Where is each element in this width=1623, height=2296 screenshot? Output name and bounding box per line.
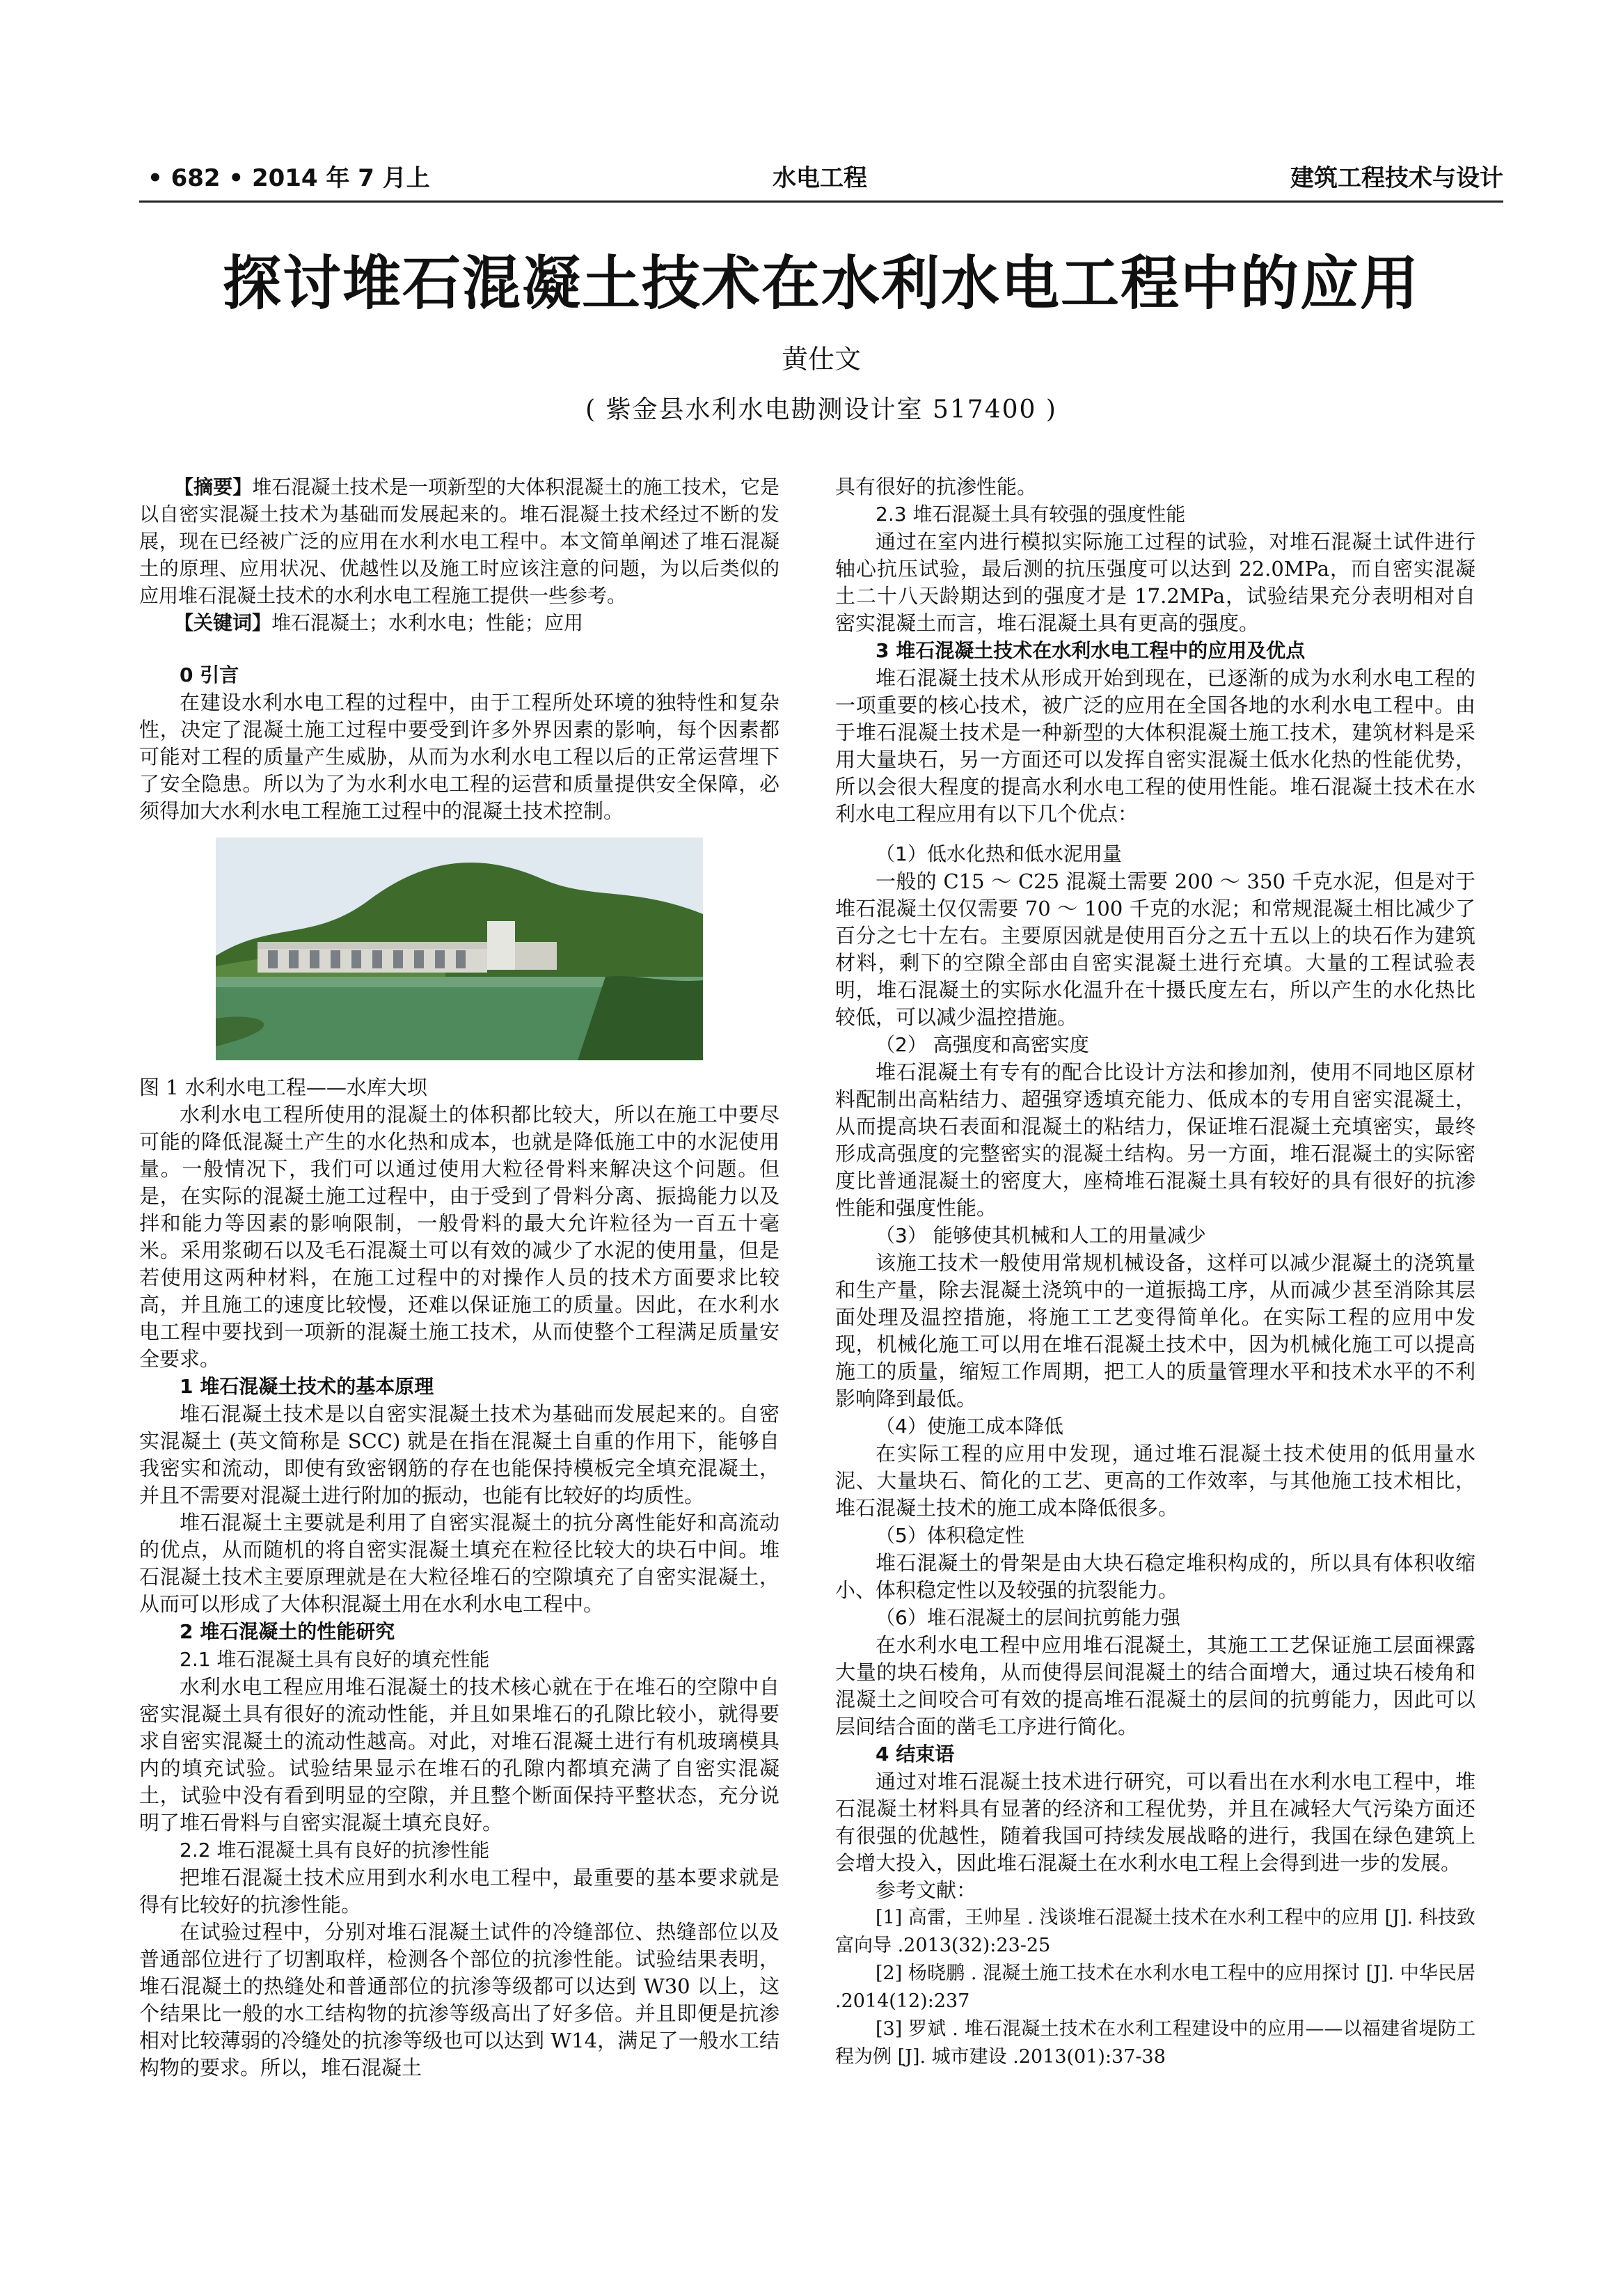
item-6-heading: （6）堆石混凝土的层间抗剪能力强: [876, 1606, 1180, 1629]
figure-1: [139, 838, 779, 1074]
item-3-heading: （3） 能够使其机械和人工的用量减少: [876, 1224, 1206, 1247]
references-label: 参考文献：: [876, 1878, 977, 1902]
right-column: [835, 473, 1475, 2071]
paragraph: 一般的 C15 ～ C25 混凝土需要 200 ～ 350 千克水泥，但是对于堆石混凝土仅仅需要 70 ～ 100 千克的水泥；和常规混凝土相比减少了百分之七十左右。主要原因就是使用百分之五十五以上的块石作为建筑材料，剩下的空隙全部由自密实混凝土进行充填。大量的工程试验表明，堆石混凝土的实际水化温升在十摄氏度左右，所以产生的水化热比较低，可以减少温控措施。: [835, 870, 1475, 1029]
section-2-1-heading: 2.1 堆石混凝土具有良好的填充性能: [180, 1648, 490, 1671]
paragraph: 堆石混凝土技术从形成开始到现在，已逐渐的成为水利水电工程的一项重要的核心技术，被广泛的应用在全国各地的水利水电工程中。由于堆石混凝土技术是一种新型的大体积混凝土施工技术，建筑材料是采用大量块石，另一方面还可以发挥自密实混凝土低水化热的性能优势，所以会很大程度的提高水利水电工程的使用性能。堆石混凝土技术在水利水电工程应用有以下几个优点：: [835, 666, 1475, 826]
abstract: [139, 473, 779, 609]
paragraph: 水利水电工程应用堆石混凝土的技术核心就在于在堆石的空隙中自密实混凝土具有很好的流动性能，并且如果堆石的孔隙比较小，就得要求自密实混凝土的流动性越高。对此，对堆石混凝土进行有机玻璃模具内的填充试验。试验结果显示在堆石的孔隙内都填充满了自密实混凝土，试验中没有看到明显的空隙，并且整个断面保持平整状态，充分说明了堆石骨料与自密实混凝土填充良好。: [139, 1675, 779, 1834]
header-journal: 水电工程: [773, 164, 867, 192]
dam-photo-icon: [216, 838, 703, 1060]
paragraph: 堆石混凝土有专有的配合比设计方法和掺加剂，使用不同地区原材料配制出高粘结力、超强穿透填充能力、低成本的专用自密实混凝土，从而提高块石表面和混凝土的粘结力，保证堆石混凝土充填密实，最终形成高强度的完整密实的混凝土结构。另一方面，堆石混凝土的实际密度比普通混凝土的密度大，座椅堆石混凝土具有较好的具有很好的抗渗性能和强度性能。: [835, 1060, 1475, 1220]
item-4-heading: （4）使施工成本降低: [876, 1415, 1063, 1438]
item-2-heading: （2） 高强度和高密实度: [876, 1033, 1089, 1056]
keywords-label: 【关键词】: [174, 611, 272, 634]
item-1-heading: （1）低水化热和低水泥用量: [876, 842, 1122, 865]
affiliation: ( 紫金县水利水电勘测设计室 517400 ): [585, 395, 1057, 424]
section-2-3-heading: 2.3 堆石混凝土具有较强的强度性能: [876, 503, 1186, 526]
section-0-heading: 0 引言: [180, 663, 239, 686]
article-title: 探讨堆石混凝土技术在水利水电工程中的应用: [222, 249, 1420, 317]
paragraph: 该施工技术一般使用常规机械设备，这样可以减少混凝土的浇筑量和生产量，除去混凝土浇筑中的一道振捣工序，从而减少甚至消除其层面处理及温控措施，将施工工艺变得简单化。在实际工程的应用中发现，机械化施工可以用在堆石混凝土技术中，因为机械化施工可以提高施工的质量，缩短工作周期，把工人的质量管理水平和技术水平的不利影响降到最低。: [835, 1251, 1475, 1410]
keywords: [139, 609, 779, 636]
section-4-heading: 4 结束语: [876, 1743, 955, 1766]
item-5-heading: （5）体积稳定性: [876, 1524, 1024, 1547]
header-page-date: • 682 • 2014 年 7 月上: [148, 164, 430, 192]
paragraph: 堆石混凝土的骨架是由大块石稳定堆积构成的，所以具有体积收缩小、体积稳定性以及较强的抗裂能力。: [835, 1551, 1475, 1602]
running-header: [139, 159, 1503, 200]
paragraph: 通过在室内进行模拟实际施工过程的试验，对堆石混凝土试件进行轴心抗压试验，最后测的抗压强度可以达到 22.0MPa，而自密实混凝土二十八天龄期达到的强度才是 17.2MPa，试验结果充分表明相对自密实混凝土而言，堆石混凝土具有更高的强度。: [835, 530, 1475, 635]
section-1-heading: 1 堆石混凝土技术的基本原理: [180, 1375, 434, 1398]
figure-caption: 图 1 水利水电工程——水库大坝: [139, 1076, 427, 1099]
author: 黄仕文: [781, 344, 861, 375]
reference-item: [2] 杨晓鹏 . 混凝土施工技术在水利水电工程中的应用探讨 [J]. 中华民居 .2014(12):237: [835, 1963, 1475, 2012]
paragraph: 水利水电工程所使用的混凝土的体积都比较大，所以在施工中要尽可能的降低混凝土产生的水化热和成本，也就是降低施工中的水泥使用量。一般情况下，我们可以通过使用大粒径骨料来解决这个问题。但是，在实际的混凝土施工过程中，由于受到了骨料分离、振捣能力以及拌和能力等因素的影响限制，一般骨料的最大允许粒径为一百五十毫米。采用浆砌石以及毛石混凝土可以有效的减少了水泥的使用量，但是若使用这两种材料，在施工过程中的对操作人员的技术方面要求比较高，并且施工的速度比较慢，还难以保证施工的质量。因此，在水利水电工程中要找到一项新的混凝土施工技术，从而使整个工程满足质量安全要求。: [139, 1103, 779, 1371]
reference-item: [1] 高雷，王帅星 . 浅谈堆石混凝土技术在水利工程中的应用 [J]. 科技致富向导 .2013(32):23-25: [835, 1907, 1475, 1956]
paragraph: 堆石混凝土主要就是利用了自密实混凝土的抗分离性能好和高流动的优点，从而随机的将自密实混凝土填充在粒径比较大的块石中间。堆石混凝土技术主要原理就是在大粒径堆石的空隙填充了自密实混凝土，从而可以形成了大体积混凝土用在水利水电工程中。: [139, 1511, 779, 1616]
keywords-text: 堆石混凝土；水利水电；性能；应用: [271, 611, 584, 634]
paragraph: 通过对堆石混凝土技术进行研究，可以看出在水利水电工程中，堆石混凝土材料具有显著的经济和工程优势，并且在减轻大气污染方面还有很强的优越性，随着我国可持续发展战略的进行，我国在绿色建筑上会增大投入，因此堆石混凝土在水利水电工程上会得到进一步的发展。: [835, 1770, 1475, 1875]
abstract-text: 堆石混凝土技术是一项新型的大体积混凝土的施工技术，它是以自密实混凝土技术为基础而发展起来的。堆石混凝土技术经过不断的发展，现在已经被广泛的应用在水利水电工程中。本文简单阐述了堆石混凝土的原理、应用状况、优越性以及施工时应该注意的问题，为以后类似的应用堆石混凝土技术的水利水电工程施工提供一些参考。: [139, 475, 779, 607]
section-3-heading: 3 堆石混凝土技术在水利水电工程中的应用及优点: [876, 639, 1306, 662]
paragraph: 在建设水利水电工程的过程中，由于工程所处环境的独特性和复杂性，决定了混凝土施工过程中要受到许多外界因素的影响，每个因素都可能对工程的质量产生威胁，从而为水利水电工程以后的正常运营埋下了安全隐患。所以为了为水利水电工程的运营和质量提供安全保障，必须得加大水利水电工程施工过程中的混凝土技术控制。: [139, 691, 779, 823]
header-section: 建筑工程技术与设计: [1290, 164, 1503, 192]
left-column: [139, 473, 779, 2082]
paragraph: 把堆石混凝土技术应用到水利水电工程中，最重要的基本要求就是得有比较好的抗渗性能。: [139, 1866, 779, 1917]
header-rule: [139, 200, 1503, 203]
paragraph: 在试验过程中，分别对堆石混凝土试件的冷缝部位、热缝部位以及普通部位进行了切割取样，检测各个部位的抗渗性能。试验结果表明，堆石混凝土的热缝处和普通部位的抗渗等级都可以达到 W30 以上，这个结果比一般的水工结构物的抗渗等级高出了好多倍。并且即便是抗渗相对比较薄弱的冷缝处的抗渗等级也可以达到 W14，满足了一般水工结构物的要求。所以，堆石混凝土: [139, 1920, 779, 2079]
section-2-2-heading: 2.2 堆石混凝土具有良好的抗渗性能: [180, 1839, 490, 1862]
section-2-heading: 2 堆石混凝土的性能研究: [180, 1620, 395, 1643]
reference-item: [3] 罗斌 . 堆石混凝土技术在水利工程建设中的应用——以福建省堤防工程为例 [J]. 城市建设 .2013(01):37-38: [835, 2018, 1475, 2068]
paragraph: 堆石混凝土技术是以自密实混凝土技术为基础而发展起来的。自密实混凝土 (英文简称是 SCC) 就是在指在混凝土自重的作用下，能够自我密实和流动，即使有致密钢筋的存在也能保持模板完全填充混凝土，并且不需要对混凝土进行附加的振动，也能有比较好的均质性。: [139, 1402, 779, 1507]
paragraph: 在水利水电工程中应用堆石混凝土，其施工工艺保证施工层面裸露大量的块石棱角，从而使得层间混凝土的结合面增大，通过块石棱角和混凝土之间咬合可有效的提高堆石混凝土的层间的抗剪能力，因此可以层间结合面的凿毛工序进行简化。: [835, 1633, 1475, 1738]
abstract-label: 【摘要】: [174, 475, 253, 498]
paragraph-continuation: 具有很好的抗渗性能。: [835, 475, 1038, 498]
paragraph: 在实际工程的应用中发现，通过堆石混凝土技术使用的低用量水泥、大量块石、简化的工艺、更高的工作效率，与其他施工技术相比，堆石混凝土技术的施工成本降低很多。: [835, 1442, 1475, 1520]
